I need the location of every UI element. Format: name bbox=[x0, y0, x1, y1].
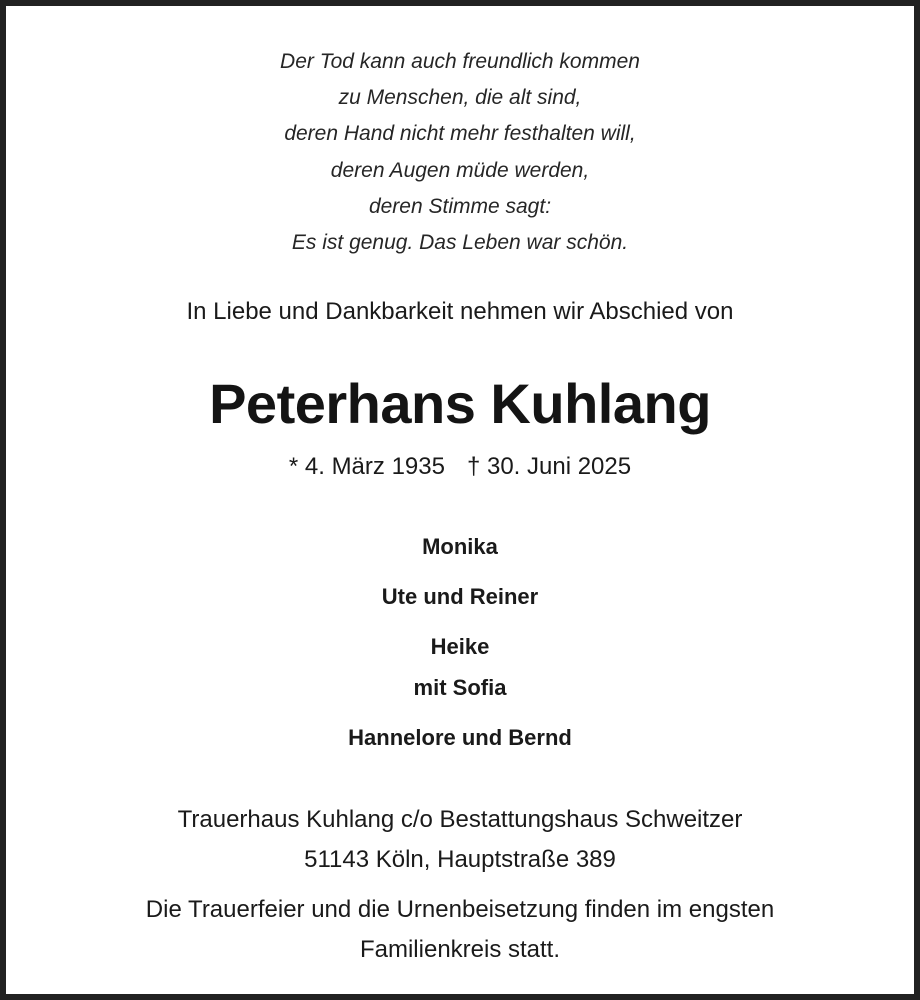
death-date: † 30. Juni 2025 bbox=[466, 453, 632, 480]
deceased-name: Peterhans Kuhlang bbox=[209, 372, 711, 435]
mourner-name: Heike bbox=[430, 634, 490, 659]
funeral-home-address bbox=[6, 800, 914, 880]
mourner-name: mit Sofia bbox=[413, 675, 507, 700]
poem-line: Es ist genug. Das Leben war schön. bbox=[291, 231, 629, 255]
poem-line: deren Hand nicht mehr festhalten will, bbox=[284, 122, 636, 146]
mourner-name: Monika bbox=[422, 534, 498, 559]
ceremony-line: Die Trauerfeier und die Urnenbeisetzung finden im engsten bbox=[145, 896, 775, 923]
poem bbox=[6, 44, 914, 261]
address-line: Trauerhaus Kuhlang c/o Bestattungshaus Schweitzer bbox=[177, 806, 743, 833]
mourner-name: Ute und Reiner bbox=[381, 584, 539, 609]
address-line: 51143 Köln, Hauptstraße 389 bbox=[304, 846, 616, 873]
mourner-name: Hannelore und Bernd bbox=[348, 725, 572, 750]
poem-line: zu Menschen, die alt sind, bbox=[338, 86, 582, 110]
farewell-intro: In Liebe und Dankbarkeit nehmen wir Abschied von bbox=[186, 298, 734, 325]
ceremony-line: Familienkreis statt. bbox=[359, 936, 561, 963]
birth-date: * 4. März 1935 bbox=[288, 453, 445, 480]
poem-line: Der Tod kann auch freundlich kommen bbox=[280, 50, 640, 73]
poem-line: deren Stimme sagt: bbox=[368, 194, 552, 218]
ceremony-note bbox=[6, 890, 914, 970]
life-dates bbox=[6, 448, 914, 486]
poem-line: deren Augen müde werden, bbox=[330, 158, 590, 182]
